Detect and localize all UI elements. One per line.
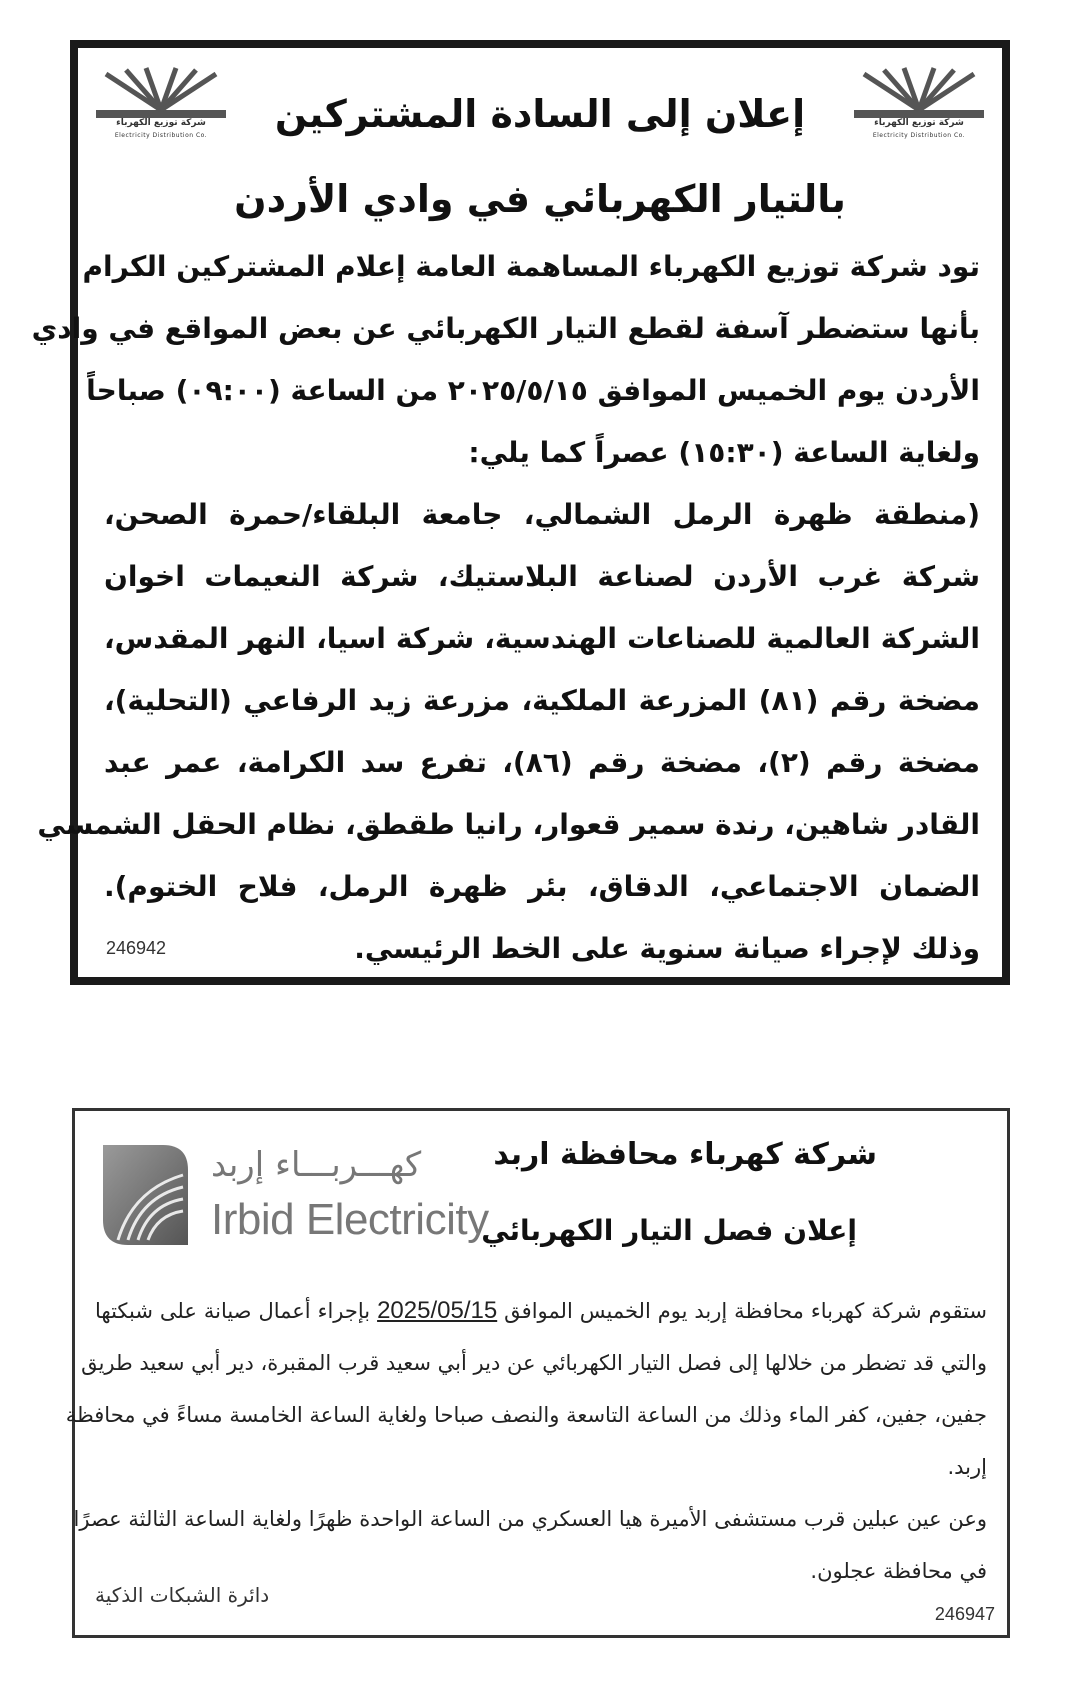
edco-logo-name-ar: شركة توزيع الكهرباء <box>874 118 964 128</box>
reference-number: 246942 <box>106 938 167 958</box>
announcement-subtitle: بالتيار الكهربائي في وادي الأردن <box>234 177 846 221</box>
announcement-title: إعلان إلى السادة المشتركين <box>274 92 806 136</box>
outage-date: 2025/05/15 <box>377 1297 498 1324</box>
irbid-electricity-logo <box>93 1125 493 1265</box>
body-line <box>95 1285 987 1337</box>
body-line: الشركة العالمية للصناعات الهندسية، شركة اسيا، النهر المقدس، <box>104 622 980 655</box>
body-line: والتي قد تضطر من خلالها إلى فصل التيار الكهربائي عن دير أبي سعيد قرب المقبرة، دير أبي سعيد طريق <box>81 1351 987 1375</box>
announcement-irbid <box>65 1108 1010 1638</box>
department-name: دائرة الشبكات الذكية <box>95 1583 270 1607</box>
body-text: ستقوم شركة كهرباء محافظة إربد يوم الخميس الموافق <box>504 1299 987 1323</box>
edco-logo-name-ar: شركة توزيع الكهرباء <box>116 118 206 128</box>
edco-logo-right <box>854 68 984 148</box>
irbid-logo-name-en: Irbid Electricity <box>211 1195 489 1244</box>
body-line: ولغاية الساعة (١٥:٣٠) عصراً كما يلي: <box>468 436 980 469</box>
body-line: وعن عين عبلين قرب مستشفى الأميرة هيا العسكري من الساعة الواحدة ظهرًا ولغاية الساعة الثالثة عصرًا <box>73 1507 987 1531</box>
body-line: الأردن يوم الخميس الموافق ٢٠٢٥/٥/١٥ من الساعة (٠٩:٠٠) صباحاً <box>86 374 980 407</box>
body-line: بأنها ستضطر آسفة لقطع التيار الكهربائي عن بعض المواقع في وادي <box>31 312 980 345</box>
body-line: شركة غرب الأردن لصناعة البلاستيك، شركة النعيمات اخوان <box>104 560 980 593</box>
body-line: تود شركة توزيع الكهرباء المساهمة العامة إعلام المشتركين الكرام <box>82 250 980 283</box>
company-name: شركة كهرباء محافظة اربد <box>493 1137 877 1172</box>
body-text: بإجراء أعمال صيانة على شبكتها <box>95 1299 371 1323</box>
irbid-logo-name-ar: كهـــربـــاء إربد <box>211 1145 422 1185</box>
announcement-jordan-valley <box>31 40 1010 985</box>
announcement-body <box>31 236 980 980</box>
body-line: وذلك لإجراء صيانة سنوية على الخط الرئيسي. <box>354 932 980 965</box>
body-line: مضخة رقم (٨١) المزرعة الملكية، مزرعة زيد الرفاعي (التحلية)، <box>104 684 980 717</box>
announcement-body <box>65 1285 987 1597</box>
announcement-title: إعلان فصل التيار الكهربائي <box>481 1214 857 1247</box>
edco-logo-icon <box>854 68 984 118</box>
reference-number: 246947 <box>934 1604 995 1624</box>
edco-logo-left <box>96 68 226 148</box>
body-line: جفين، جفين، كفر الماء وذلك من الساعة التاسعة والنصف صباحا ولغاية الساعة الخامسة مساءً في محافظة <box>65 1403 987 1427</box>
body-line: مضخة رقم (٢)، مضخة رقم (٨٦)، تفرع سد الكرامة، عمر عبد <box>104 746 980 779</box>
body-line: القادر شاهين، رندة سمير قعوار، رانيا طقطق، نظام الحقل الشمسي <box>37 808 980 841</box>
edco-logo-name-en: Electricity Distribution Co. <box>872 132 966 139</box>
edco-logo-icon <box>96 68 226 118</box>
body-line: الضمان الاجتماعي، الدقاق، بئر ظهرة الرمل، فلاح الختوم). <box>104 870 980 903</box>
body-line: في محافظة عجلون. <box>810 1559 987 1583</box>
edco-logo-name-en: Electricity Distribution Co. <box>114 132 208 139</box>
body-line: (منطقة ظهرة الرمل الشمالي، جامعة البلقاء/حمرة الصحن، <box>104 498 980 531</box>
irbid-logo-icon <box>93 1135 193 1255</box>
body-line: إربد. <box>947 1455 987 1479</box>
